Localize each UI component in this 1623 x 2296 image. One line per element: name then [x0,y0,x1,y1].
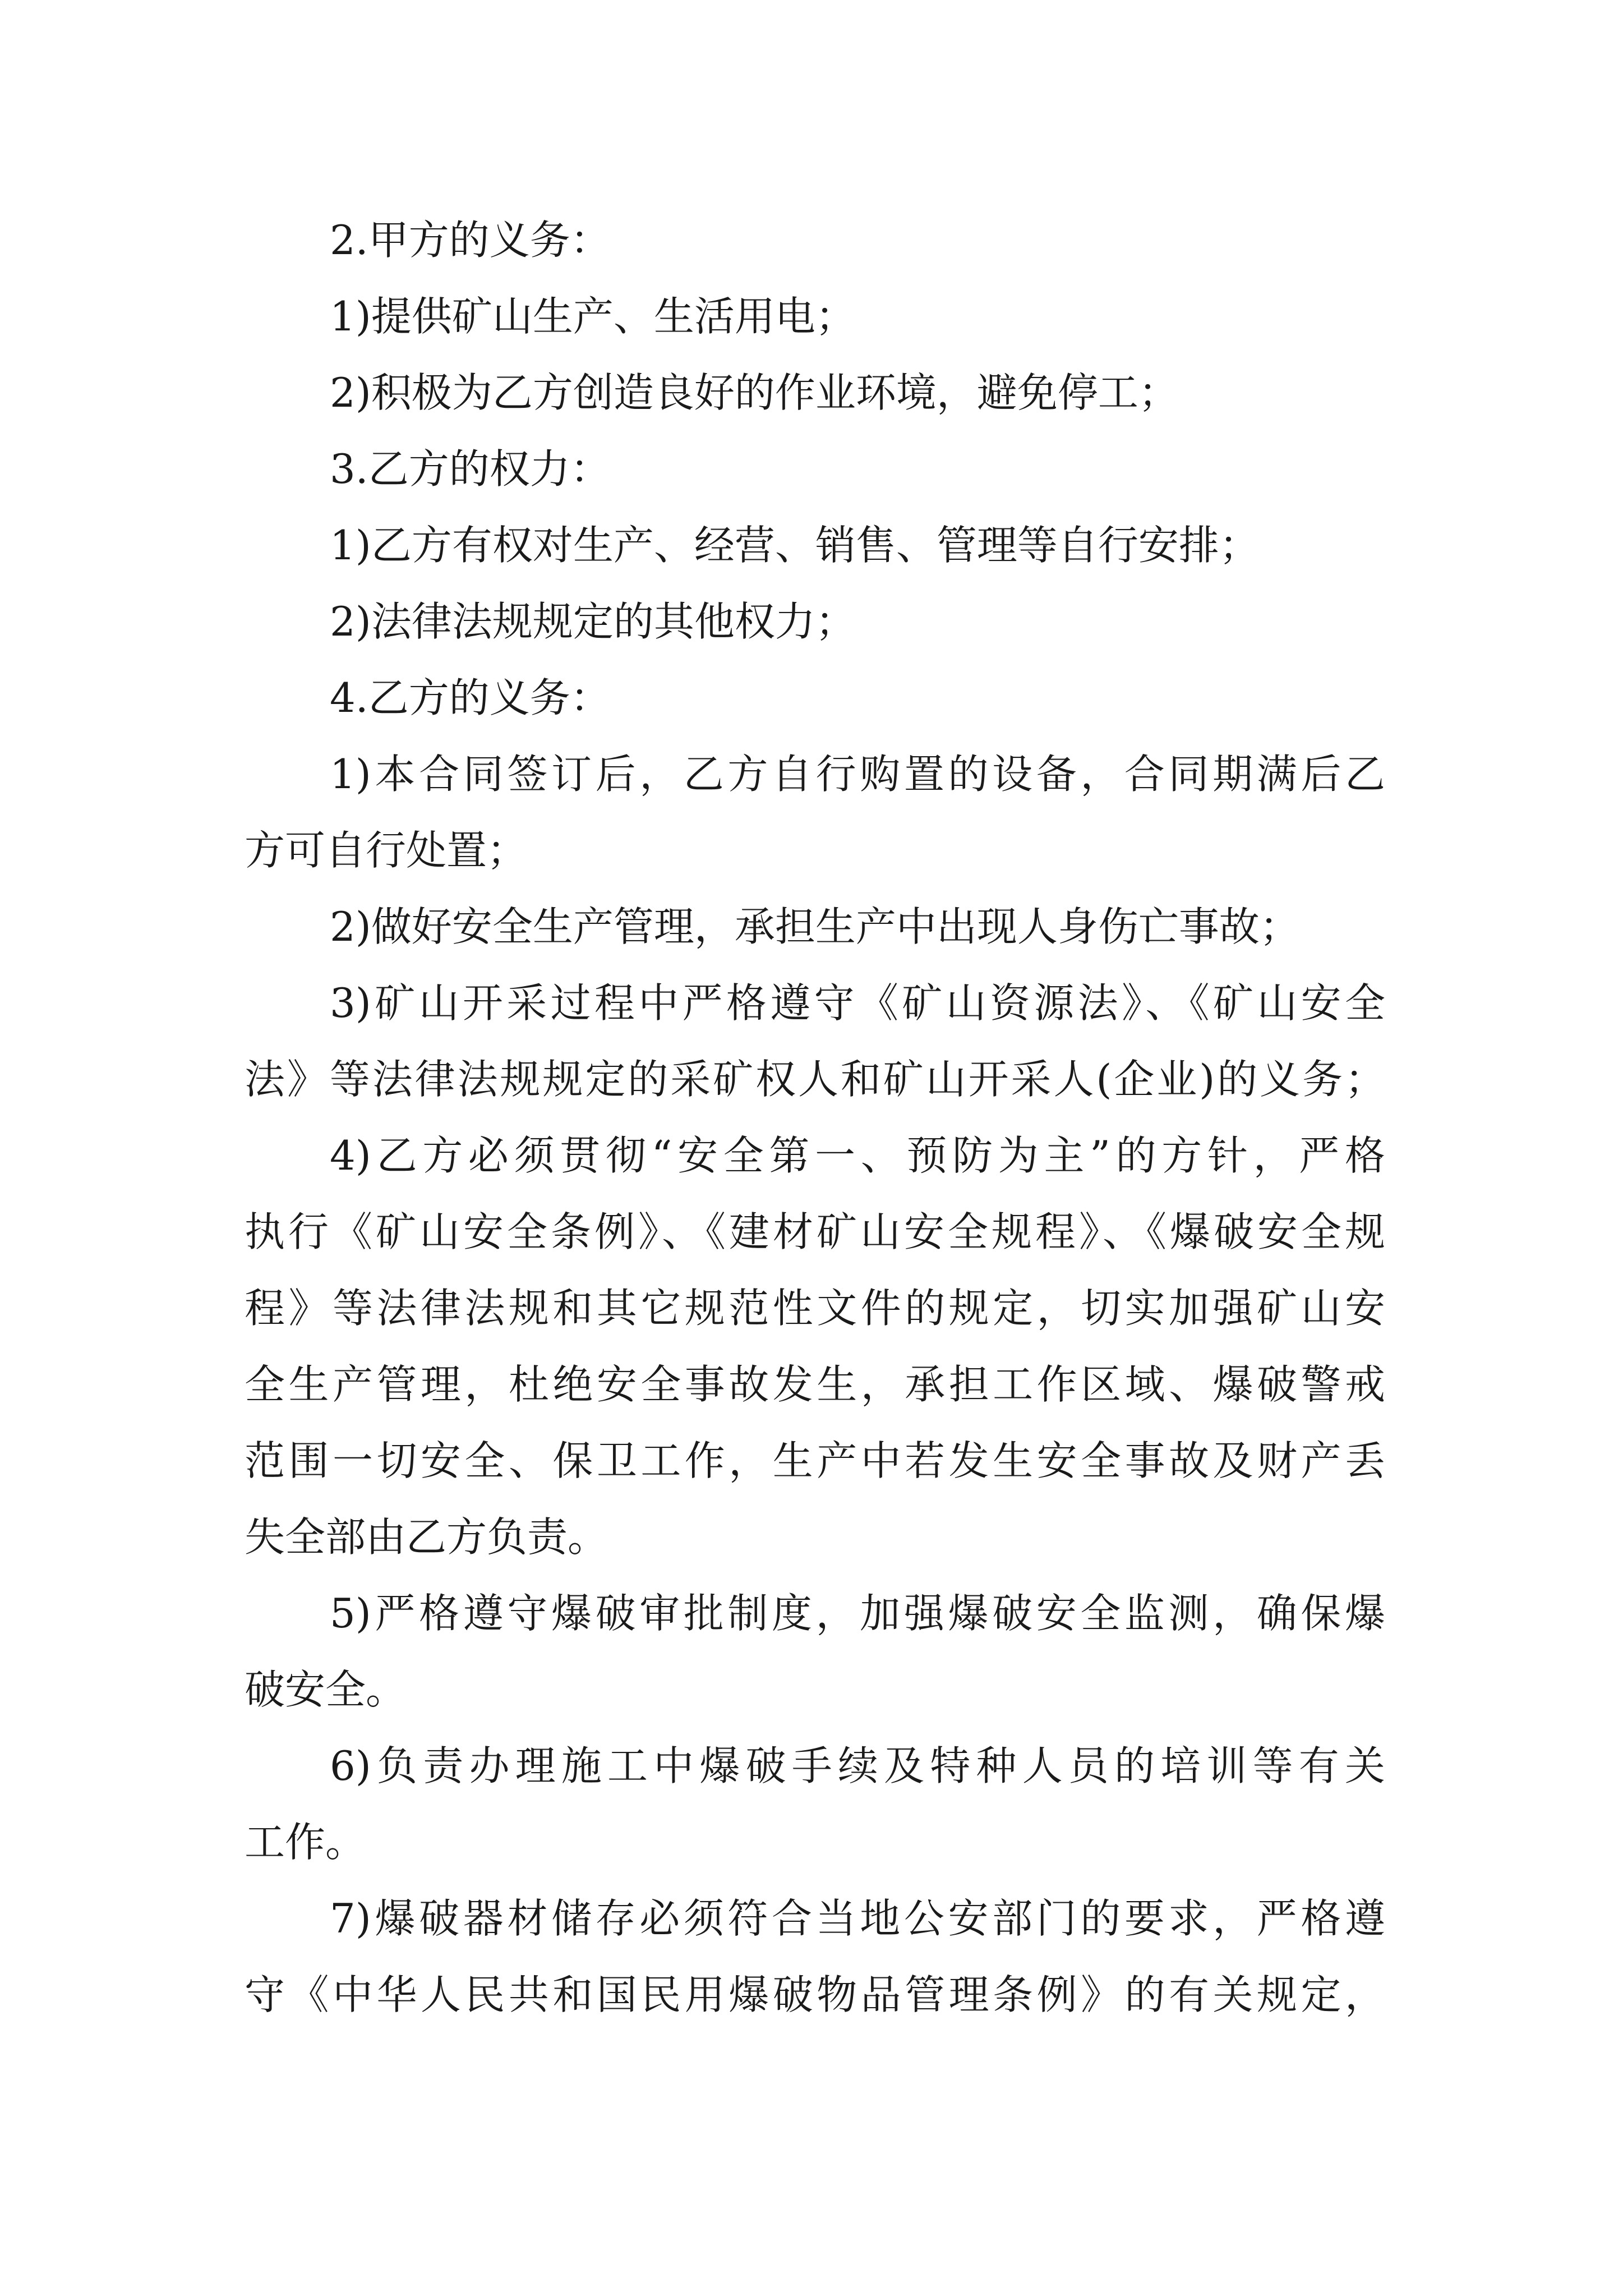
paragraph-line: 范围一切安全、保卫工作，生产中若发生安全事故及财产丢 [245,1437,1385,1484]
paragraph-line: 3.乙方的权力： [330,445,611,493]
paragraph-line: 全生产管理，杜绝安全事故发生，承担工作区域、爆破警戒 [245,1361,1385,1408]
paragraph-line: 破安全。 [245,1666,407,1713]
paragraph-line: 守《中华人民共和国民用爆破物品管理条例》的有关规定， [245,1971,1385,2018]
paragraph-line: 4.乙方的义务： [330,674,611,721]
paragraph-line: 6)负责办理施工中爆破手续及特种人员的培训等有关 [330,1742,1385,1789]
paragraph-line: 2.甲方的义务： [330,217,611,264]
paragraph-line: 工作。 [245,1819,366,1866]
paragraph-line: 1)提供矿山生产、生活用电； [330,293,856,340]
paragraph-line: 4)乙方必须贯彻“安全第一、预防为主”的方针，严格 [330,1132,1385,1179]
paragraph-line: 3)矿山开采过程中严格遵守《矿山资源法》、《矿山安全 [330,979,1385,1027]
paragraph-line: 2)积极为乙方创造良好的作业环境，避免停工； [330,369,1179,416]
paragraph-line: 1)乙方有权对生产、经营、销售、管理等自行安排； [330,522,1260,569]
paragraph-line: 程》等法律法规和其它规范性文件的规定，切实加强矿山安 [245,1285,1385,1332]
document-body [245,202,1385,2033]
paragraph-line: 2)法律法规规定的其他权力； [330,598,856,645]
paragraph-line: 失全部由乙方负责。 [245,1513,608,1561]
paragraph-line: 方可自行处置； [245,827,528,874]
paragraph-line: 7)爆破器材储存必须符合当地公安部门的要求，严格遵 [330,1895,1385,1942]
paragraph-line: 法》等法律法规规定的采矿权人和矿山开采人(企业)的义务； [245,1056,1385,1103]
paragraph-line: 执行《矿山安全条例》、《建材矿山安全规程》、《爆破安全规 [245,1208,1385,1255]
paragraph-line: 5)严格遵守爆破审批制度，加强爆破安全监测，确保爆 [330,1590,1385,1637]
paragraph-line: 1)本合同签订后，乙方自行购置的设备，合同期满后乙 [330,751,1385,798]
paragraph-line: 2)做好安全生产管理，承担生产中出现人身伤亡事故； [330,903,1300,950]
